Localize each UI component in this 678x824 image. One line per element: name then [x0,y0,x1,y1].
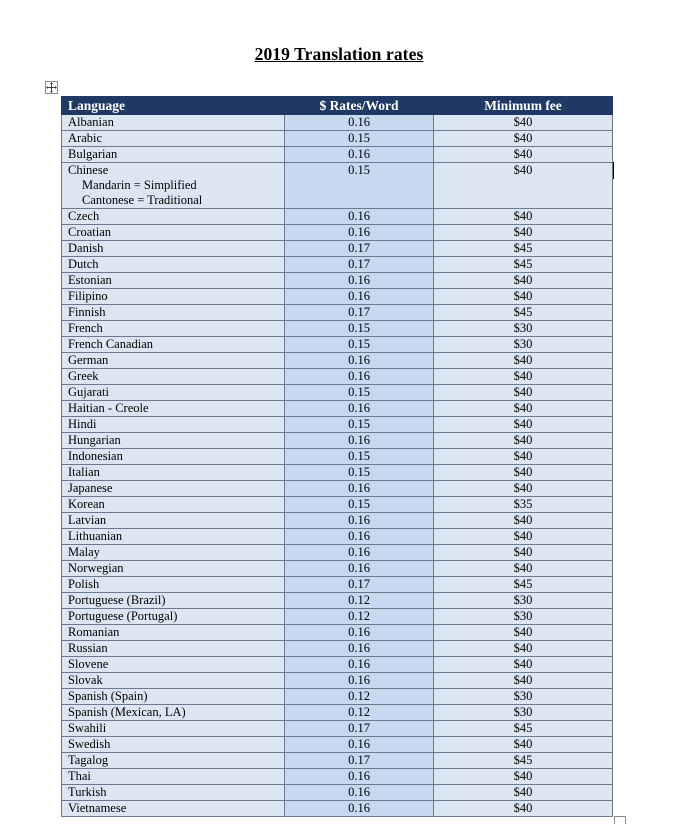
language-name: Hindi [68,417,97,431]
rate-per-word-cell[interactable]: 0.16 [285,369,434,385]
rate-per-word-cell[interactable]: 0.12 [285,705,434,721]
rate-per-word-cell[interactable]: 0.17 [285,577,434,593]
text-cursor [613,162,614,179]
language-name: Danish [68,241,104,255]
table-body [62,115,613,817]
language-cell[interactable] [62,225,285,241]
minimum-fee-cell[interactable]: $45 [434,577,613,593]
minimum-fee-cell[interactable]: $40 [434,273,613,289]
table-row [62,801,613,817]
table-row [62,417,613,433]
table-row [62,163,613,209]
rate-per-word-cell[interactable]: 0.16 [285,209,434,225]
table-row [62,401,613,417]
minimum-fee-cell[interactable]: $45 [434,721,613,737]
minimum-fee-cell[interactable]: $40 [434,131,613,147]
minimum-fee-cell[interactable]: $40 [434,147,613,163]
table-header-row [62,97,613,115]
rate-per-word-cell[interactable]: 0.15 [285,131,434,147]
language-cell[interactable] [62,209,285,225]
language-cell[interactable] [62,737,285,753]
table-row [62,561,613,577]
table-row [62,385,613,401]
language-name: Vietnamese [68,801,127,815]
language-name: Albanian [68,115,114,129]
minimum-fee-cell[interactable]: $40 [434,417,613,433]
column-header-language: Language [62,97,285,115]
minimum-fee-cell[interactable]: $40 [434,481,613,497]
rate-per-word-cell[interactable]: 0.16 [285,225,434,241]
language-name: Italian [68,465,100,479]
minimum-fee-cell[interactable]: $40 [434,529,613,545]
language-cell[interactable] [62,625,285,641]
language-variant-note: Cantonese = Traditional [82,193,203,207]
language-name: Japanese [68,481,113,495]
rate-per-word-cell[interactable]: 0.16 [285,433,434,449]
table-row [62,449,613,465]
minimum-fee-cell[interactable]: $40 [434,433,613,449]
language-cell[interactable] [62,305,285,321]
language-name: Czech [68,209,100,223]
table-resize-handle-icon[interactable] [614,816,626,824]
language-cell[interactable] [62,593,285,609]
minimum-fee-cell[interactable]: $30 [434,705,613,721]
language-cell[interactable] [62,289,285,305]
language-cell[interactable] [62,577,285,593]
language-name: German [68,353,109,367]
rate-per-word-cell[interactable]: 0.17 [285,257,434,273]
rate-per-word-cell[interactable]: 0.16 [285,769,434,785]
language-cell[interactable] [62,753,285,769]
minimum-fee-cell[interactable]: $40 [434,769,613,785]
language-name: Malay [68,545,100,559]
language-name: Korean [68,497,105,511]
rate-per-word-cell[interactable]: 0.15 [285,385,434,401]
minimum-fee-cell[interactable]: $40 [434,289,613,305]
rate-per-word-cell[interactable]: 0.12 [285,593,434,609]
language-cell[interactable] [62,131,285,147]
table-row [62,305,613,321]
rate-per-word-cell[interactable]: 0.15 [285,465,434,481]
language-name: Latvian [68,513,107,527]
rate-per-word-cell[interactable]: 0.16 [285,657,434,673]
language-name: Slovene [68,657,109,671]
language-name: Dutch [68,257,99,271]
language-name: Portuguese (Brazil) [68,593,166,607]
table-row [62,689,613,705]
language-cell[interactable] [62,705,285,721]
language-cell[interactable] [62,433,285,449]
language-cell[interactable] [62,609,285,625]
table-row [62,115,613,131]
rate-per-word-cell[interactable]: 0.12 [285,689,434,705]
language-cell[interactable] [62,417,285,433]
minimum-fee-cell[interactable]: $45 [434,241,613,257]
language-name: Swahili [68,721,107,735]
table-row [62,273,613,289]
rate-per-word-cell[interactable]: 0.16 [285,673,434,689]
language-cell[interactable] [62,673,285,689]
language-cell[interactable] [62,257,285,273]
language-cell[interactable] [62,769,285,785]
table-row [62,369,613,385]
table-row [62,241,613,257]
table-row [62,545,613,561]
minimum-fee-cell[interactable]: $40 [434,369,613,385]
language-cell[interactable] [62,657,285,673]
language-name: Estonian [68,273,112,287]
minimum-fee-cell[interactable]: $45 [434,305,613,321]
table-row [62,657,613,673]
rate-per-word-cell[interactable]: 0.16 [285,513,434,529]
minimum-fee-cell[interactable]: $40 [434,225,613,241]
language-name: Russian [68,641,108,655]
table-row [62,289,613,305]
rate-per-word-cell[interactable]: 0.16 [285,561,434,577]
rate-per-word-cell[interactable]: 0.15 [285,337,434,353]
minimum-fee-cell[interactable]: $40 [434,657,613,673]
minimum-fee-cell[interactable]: $40 [434,801,613,817]
language-cell[interactable] [62,401,285,417]
language-cell[interactable] [62,689,285,705]
rate-per-word-cell[interactable]: 0.15 [285,497,434,513]
minimum-fee-cell[interactable]: $45 [434,257,613,273]
table-row [62,753,613,769]
table-row [62,769,613,785]
rate-per-word-cell[interactable]: 0.15 [285,163,434,209]
language-variant-note: Mandarin = Simplified [82,178,197,192]
language-cell[interactable] [62,353,285,369]
table-row [62,625,613,641]
language-cell[interactable] [62,241,285,257]
rate-per-word-cell[interactable]: 0.17 [285,241,434,257]
minimum-fee-cell[interactable]: $40 [434,353,613,369]
language-name: Slovak [68,673,103,687]
language-cell[interactable] [62,785,285,801]
language-name: Swedish [68,737,111,751]
language-cell[interactable] [62,449,285,465]
language-name: Arabic [68,131,103,145]
minimum-fee-cell[interactable]: $40 [434,641,613,657]
table-row [62,497,613,513]
table-move-handle-icon[interactable] [45,81,58,94]
language-name: Portuguese (Portugal) [68,609,178,623]
rate-per-word-cell[interactable]: 0.16 [285,641,434,657]
translation-rates-table [61,96,613,817]
rate-per-word-cell[interactable]: 0.16 [285,785,434,801]
language-name: French [68,321,103,335]
minimum-fee-cell[interactable]: $30 [434,689,613,705]
language-cell[interactable] [62,369,285,385]
rate-per-word-cell[interactable]: 0.17 [285,305,434,321]
language-name: Romanian [68,625,120,639]
rate-per-word-cell[interactable]: 0.16 [285,481,434,497]
table-row [62,481,613,497]
language-cell[interactable] [62,385,285,401]
table-row [62,513,613,529]
table-row [62,147,613,163]
minimum-fee-cell[interactable]: $40 [434,561,613,577]
language-name: Indonesian [68,449,123,463]
rate-per-word-cell[interactable]: 0.17 [285,721,434,737]
minimum-fee-cell[interactable]: $40 [434,115,613,131]
rate-per-word-cell[interactable]: 0.15 [285,417,434,433]
language-name: Finnish [68,305,106,319]
language-cell[interactable] [62,561,285,577]
table-row [62,577,613,593]
table-row [62,593,613,609]
rate-per-word-cell[interactable]: 0.17 [285,753,434,769]
language-cell[interactable] [62,147,285,163]
rate-per-word-cell[interactable]: 0.15 [285,321,434,337]
language-name: Filipino [68,289,108,303]
table-row [62,609,613,625]
language-name: Thai [68,769,91,783]
rate-per-word-cell[interactable]: 0.16 [285,545,434,561]
language-cell[interactable] [62,273,285,289]
table-row [62,337,613,353]
language-name: Haitian - Creole [68,401,149,415]
language-cell[interactable] [62,513,285,529]
language-name: Chinese [68,163,109,177]
rate-per-word-cell[interactable]: 0.16 [285,401,434,417]
language-name: Hungarian [68,433,121,447]
table-row [62,353,613,369]
language-name: Lithuanian [68,529,123,543]
rate-per-word-cell[interactable]: 0.16 [285,147,434,163]
language-cell[interactable] [62,115,285,131]
language-cell[interactable] [62,465,285,481]
language-cell[interactable] [62,721,285,737]
minimum-fee-cell[interactable]: $35 [434,497,613,513]
table-row [62,721,613,737]
table-row [62,257,613,273]
table-row [62,131,613,147]
rate-per-word-cell[interactable]: 0.16 [285,115,434,131]
column-header-rate: $ Rates/Word [285,97,434,115]
rate-per-word-cell[interactable]: 0.16 [285,289,434,305]
minimum-fee-cell[interactable]: $40 [434,625,613,641]
language-cell[interactable] [62,545,285,561]
language-name: Croatian [68,225,112,239]
table-row [62,225,613,241]
table-row [62,321,613,337]
document-title: 2019 Translation rates [254,44,424,64]
minimum-fee-cell[interactable]: $40 [434,449,613,465]
minimum-fee-cell[interactable]: $40 [434,545,613,561]
rate-per-word-cell[interactable]: 0.12 [285,609,434,625]
table-row [62,465,613,481]
table-row [62,737,613,753]
rate-per-word-cell[interactable]: 0.16 [285,625,434,641]
language-cell[interactable] [62,529,285,545]
table-row [62,433,613,449]
language-cell[interactable] [62,641,285,657]
language-name: Turkish [68,785,107,799]
rate-per-word-cell[interactable]: 0.16 [285,529,434,545]
language-cell[interactable] [62,801,285,817]
minimum-fee-cell[interactable]: $40 [434,385,613,401]
minimum-fee-cell[interactable]: $40 [434,785,613,801]
minimum-fee-cell[interactable]: $40 [434,513,613,529]
language-name: Bulgarian [68,147,118,161]
language-name: Norwegian [68,561,124,575]
language-name: Gujarati [68,385,109,399]
language-cell[interactable] [62,481,285,497]
language-cell[interactable] [62,337,285,353]
minimum-fee-cell[interactable]: $30 [434,593,613,609]
table-row [62,785,613,801]
table-row [62,209,613,225]
minimum-fee-cell[interactable]: $40 [434,673,613,689]
minimum-fee-cell[interactable]: $40 [434,737,613,753]
minimum-fee-cell[interactable]: $30 [434,337,613,353]
rate-per-word-cell[interactable]: 0.15 [285,449,434,465]
column-header-minimum-fee: Minimum fee [434,97,613,115]
rate-per-word-cell[interactable]: 0.16 [285,273,434,289]
rate-per-word-cell[interactable]: 0.16 [285,353,434,369]
table-row [62,705,613,721]
minimum-fee-cell[interactable]: $40 [434,465,613,481]
minimum-fee-cell[interactable]: $30 [434,321,613,337]
language-name: Spanish (Spain) [68,689,148,703]
minimum-fee-cell[interactable]: $40 [434,163,613,209]
language-cell[interactable] [62,497,285,513]
table-row [62,529,613,545]
rate-per-word-cell[interactable]: 0.16 [285,737,434,753]
table-row [62,673,613,689]
minimum-fee-cell[interactable]: $40 [434,209,613,225]
language-cell[interactable] [62,163,285,209]
minimum-fee-cell[interactable]: $30 [434,609,613,625]
language-name: Greek [68,369,99,383]
language-name: Spanish (Mexican, LA) [68,705,186,719]
rate-per-word-cell[interactable]: 0.16 [285,801,434,817]
language-cell[interactable] [62,321,285,337]
language-name: French Canadian [68,337,154,351]
language-name: Tagalog [68,753,109,767]
language-name: Polish [68,577,100,591]
table-row [62,641,613,657]
minimum-fee-cell[interactable]: $45 [434,753,613,769]
minimum-fee-cell[interactable]: $40 [434,401,613,417]
